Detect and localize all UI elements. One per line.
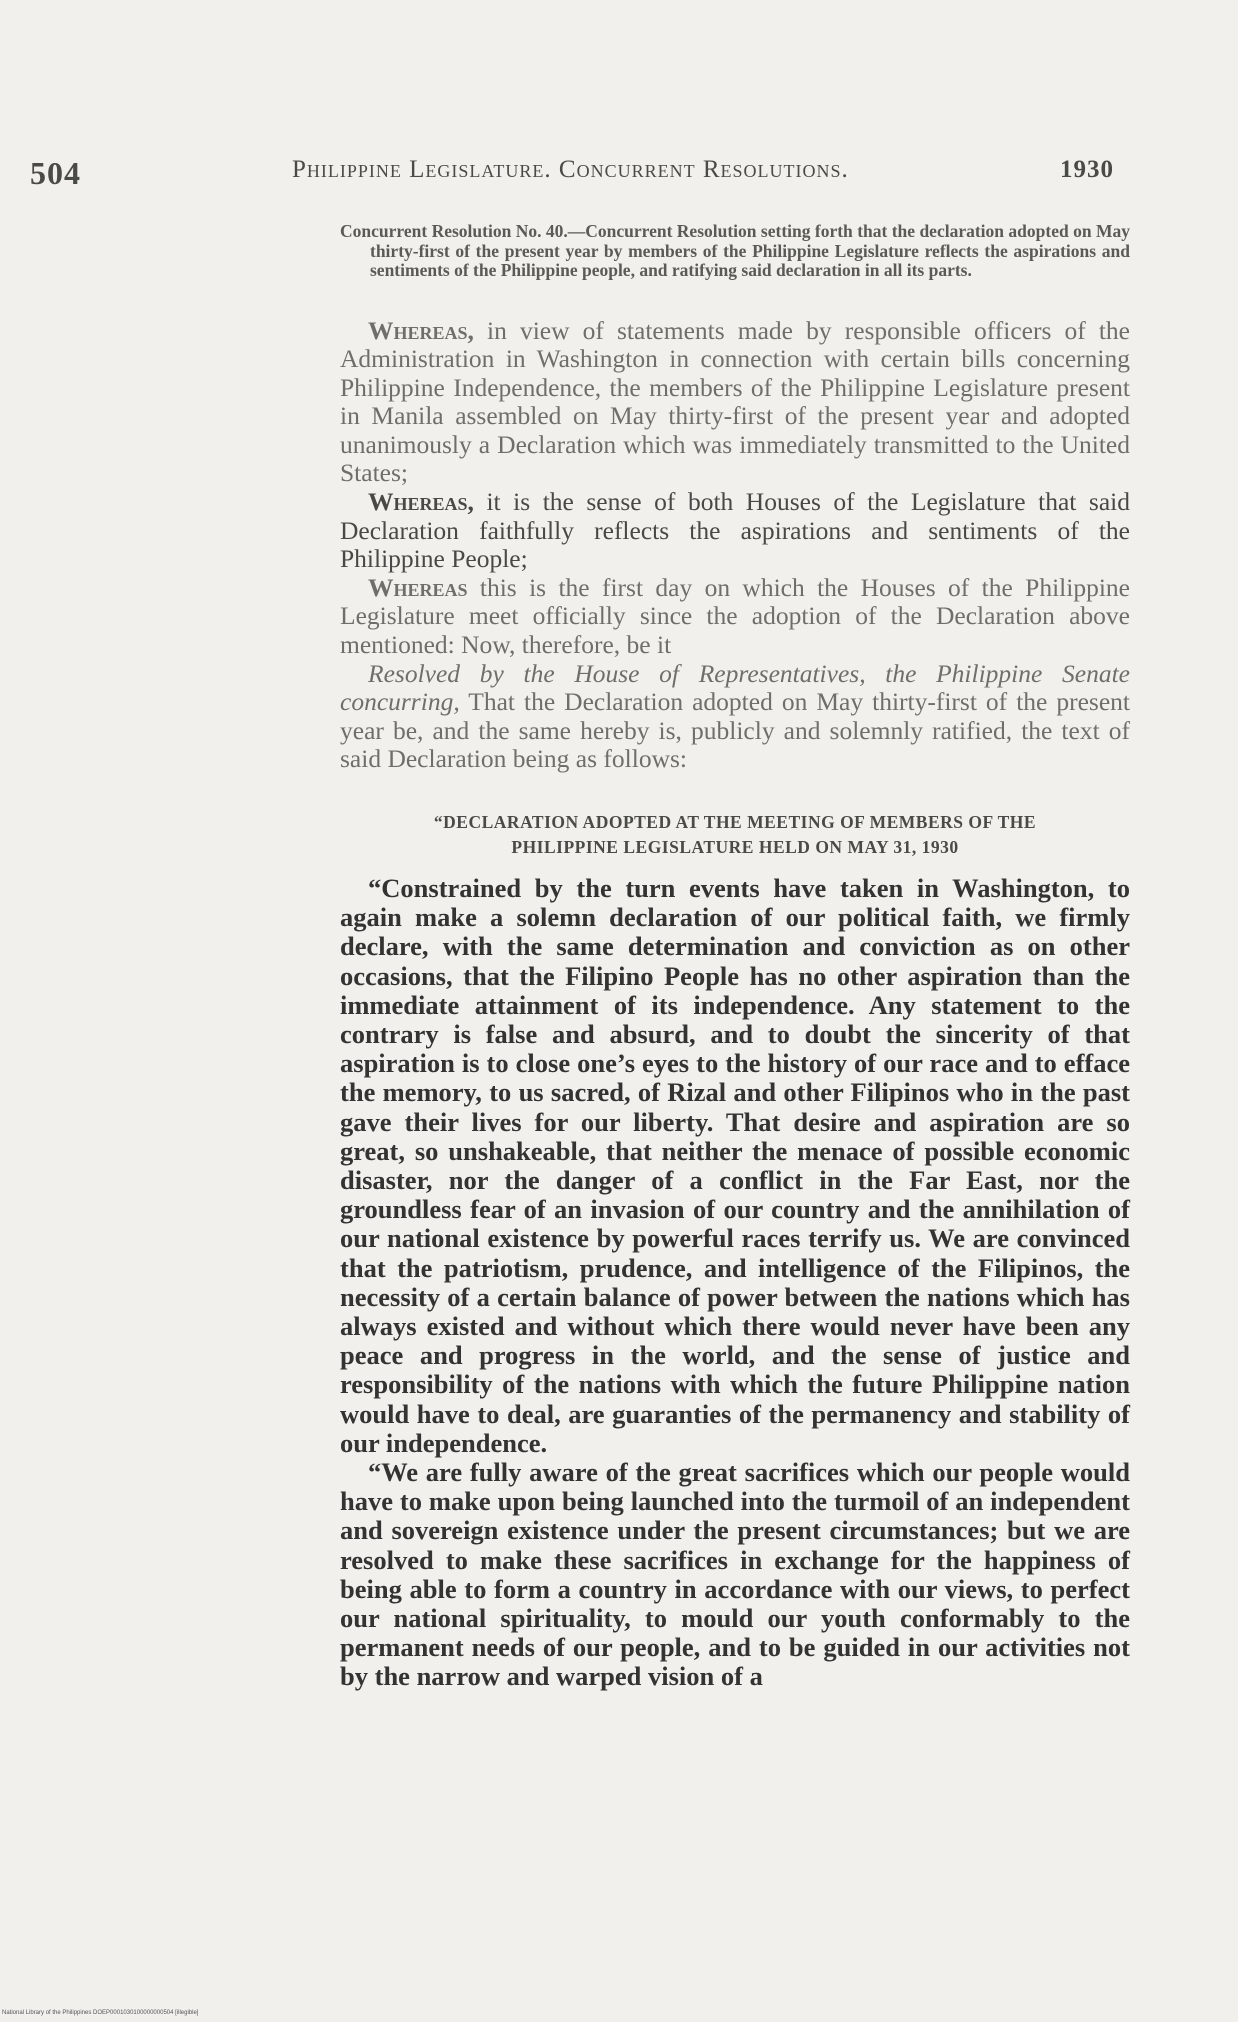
running-head-year: 1930 bbox=[1060, 156, 1114, 183]
whereas-text-3: this is the first day on which the Houses of the Philippine Legislature meet officially since the adoption of the Declaration above mentioned: Now, therefore, be it bbox=[340, 572, 1130, 660]
declaration-heading-line-2: PHILIPPINE LEGISLATURE HELD ON MAY 31, 1930 bbox=[511, 837, 959, 857]
whereas-lead-1: Whereas, bbox=[368, 315, 474, 345]
declaration-heading bbox=[340, 810, 1130, 860]
declaration-heading-line-1: “DECLARATION ADOPTED AT THE MEETING OF MEMBERS OF THE bbox=[433, 812, 1037, 832]
running-title: Philippine Legislature. Concurrent Resolutions. bbox=[292, 156, 849, 183]
whereas-text-2: it is the sense of both Houses of the Legislature that said Declaration faithfully reflects the aspirations and sentiments of the Philippine People; bbox=[340, 487, 1130, 574]
whereas-lead-3: Whereas bbox=[368, 572, 468, 602]
resolution-heading: Concurrent Resolution No. 40.—Concurrent Resolution setting forth that the declaration adopted on May thirty-first of the present year by members of the Philippine Legislature reflects the aspirations and sentiments of the Philippine people, and ratifying said declaration in all its parts. bbox=[340, 221, 1130, 280]
resolved-lead: Resolved by the House of Representatives, the Philippine Senate concurring, bbox=[340, 658, 1130, 717]
running-head bbox=[292, 156, 1114, 184]
whereas-paragraph-3 bbox=[340, 574, 1130, 660]
whereas-paragraph-1 bbox=[340, 317, 1130, 489]
resolved-text: That the Declaration adopted on May thirty-first of the present year be, and the same hereby is, publicly and solemnly ratified, the text of said Declaration being as follows: bbox=[340, 687, 1130, 774]
declaration-paragraph-1: “Constrained by the turn events have taken in Washington, to again make a solemn declaration of our political faith, we firmly declare, with the same determination and conviction as on other occasions, that the Filipino People has no other aspiration than the immediate attainment of its independence. Any statement to the contrary is false and absurd, and to doubt the sincerity of that aspiration is to close one’s eyes to the history of our race and to efface the memory, to us sacred, of Rizal and other Filipinos who in the past gave their lives for our liberty. That desire and aspiration are so great, so unshakeable, that neither the menace of possible economic disaster, nor the danger of a conflict in the Far East, nor the groundless fear of an invasion of our country and the annihilation of our national existence by powerful races terrify us. We are convinced that the patriotism, prudence, and intelligence of the Filipinos, the necessity of a certain balance of power between the nations which has always existed and without which there would never have been any peace and progress in the world, and the sense of justice and responsibility of the nations with which the future Philippine nation would have to deal, are guaranties of the permanency and stability of our independence. bbox=[340, 873, 1130, 1458]
page-number: 504 bbox=[30, 155, 81, 191]
page-body bbox=[340, 222, 1130, 1692]
whereas-text-1: in view of statements made by responsible officers of the Administration in Washington in connection with certain bills concerning Philippine Independence, the members of the Philippine Legislature present in Manila assembled on May thirty-first of the present year and adopted unanimously a Declaration which was immediately transmitted to the United States; bbox=[340, 315, 1130, 488]
declaration-paragraph-2: “We are fully aware of the great sacrifices which our people would have to make upon being launched into the turmoil of an independent and sovereign existence under the present circumstances; but we are resolved to make these sacrifices in exchange for the happiness of being able to form a country in accordance with our views, to perfect our national spirituality, to mould our youth conformably to the permanent needs of our people, and to be guided in our activities not by the narrow and warped vision of a bbox=[340, 1457, 1130, 1692]
resolved-paragraph bbox=[340, 660, 1130, 774]
whereas-paragraph-2 bbox=[340, 488, 1130, 574]
whereas-lead-2: Whereas, bbox=[368, 487, 474, 517]
scan-footer-caption: National Library of the Philippines DOEP0001030100000000504 [illegible] bbox=[2, 2010, 199, 2016]
